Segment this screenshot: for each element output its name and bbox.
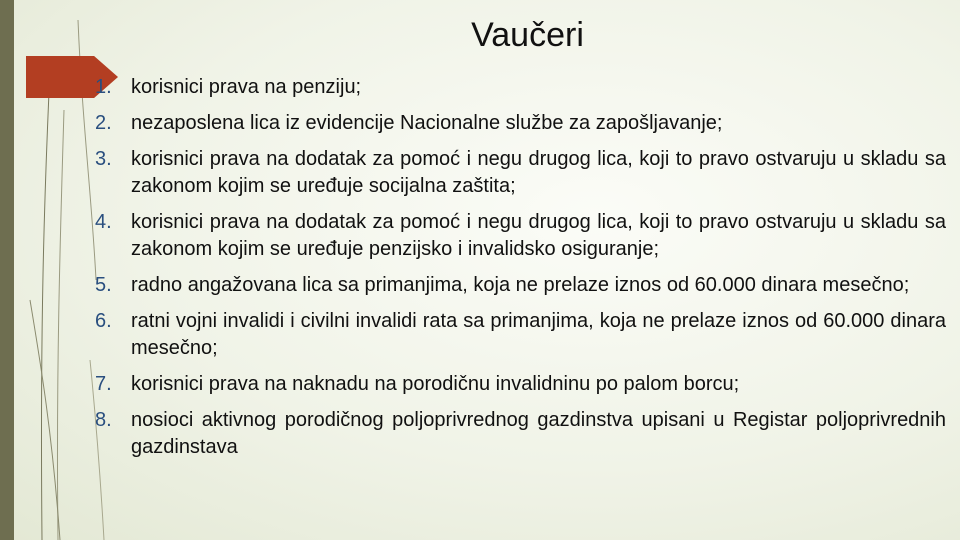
list-item [95,407,946,461]
list-item-text: korisnici prava na penziju; [131,76,362,98]
list-item-text: nezaposlena lica iz evidencije Nacionalne službe za zapošljavanje; [131,112,723,134]
list-item-text: korisnici prava na dodatak za pomoć i negu drugog lica, koji to pravo ostvaruju u skladu sa zakonom kojim se uređuje socijalna zaštita; [131,148,946,197]
list-item-number: 8. [95,409,112,431]
list-item-text: korisnici prava na naknadu na porodičnu invalidninu po palom borcu; [131,373,740,395]
list-item-text: nosioci aktivnog porodičnog poljoprivrednog gazdinstva upisani u Registar poljoprivrednih gazdinstava [131,409,946,458]
list-item-text: radno angažovana lica sa primanjima, koja ne prelaze iznos od 60.000 dinara mesečno; [131,274,910,296]
list-item-number: 7. [95,373,112,395]
voucher-eligibility-list [95,74,946,470]
list-item [95,308,946,362]
slide-title: Vaučeri [471,16,584,54]
list-item-number: 3. [95,148,112,170]
list-item-number: 5. [95,274,112,296]
list-item-number: 6. [95,310,112,332]
list-item-number: 2. [95,112,112,134]
list-item [95,371,946,398]
list-item [95,146,946,200]
list-item [95,74,946,101]
list-item-number: 4. [95,211,112,233]
list-item-text: korisnici prava na dodatak za pomoć i negu drugog lica, koji to pravo ostvaruju u skladu sa zakonom kojim se uređuje penzijsko i invalidsko osiguranje; [131,211,946,260]
list-item [95,272,946,299]
list-item-text: ratni vojni invalidi i civilni invalidi rata sa primanjima, koja ne prelaze iznos od 60.000 dinara mesečno; [131,310,946,359]
list-item [95,110,946,137]
list-item-number: 1. [95,76,112,98]
list-item [95,209,946,263]
